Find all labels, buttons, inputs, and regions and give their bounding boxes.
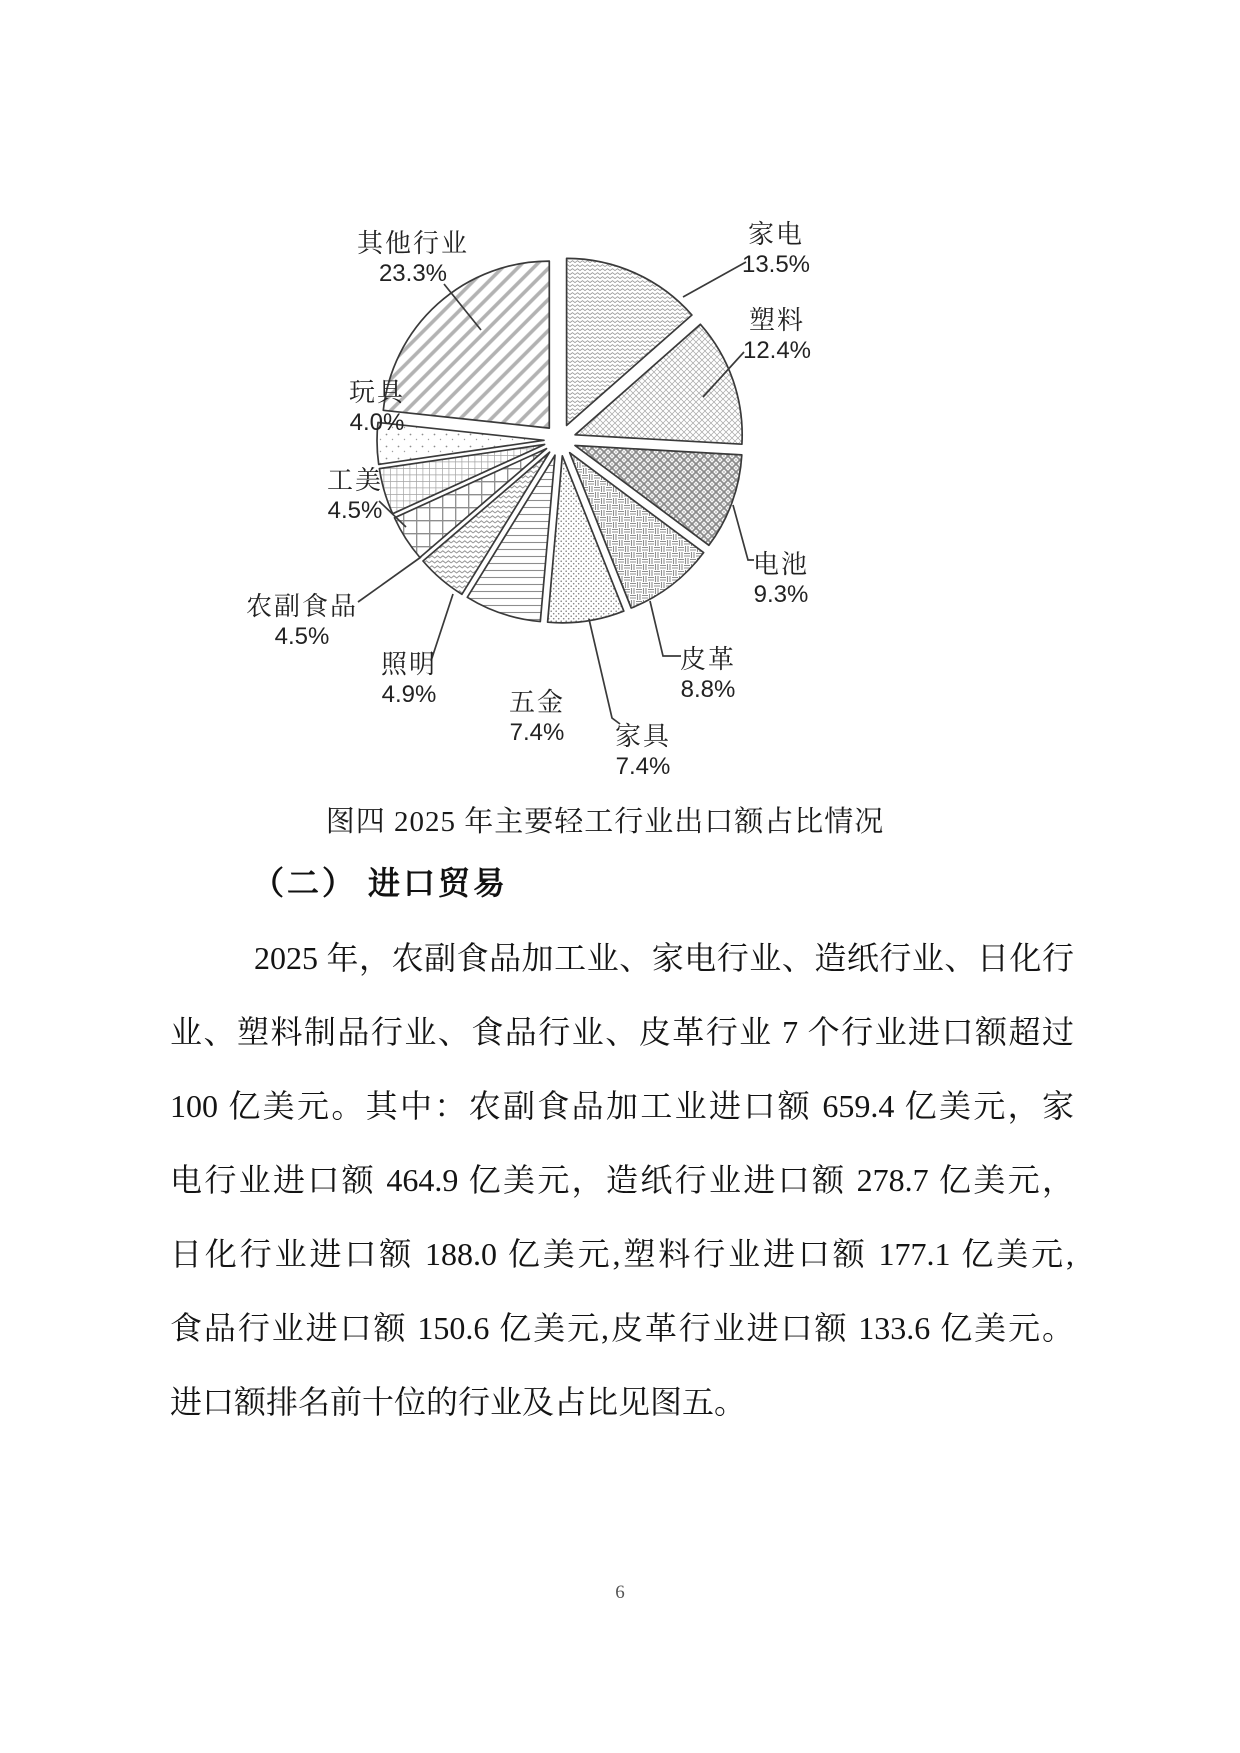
pie-label-name: 家电 <box>747 220 804 249</box>
pie-label-lighting <box>381 650 437 710</box>
pie-label-percent: 4.5% <box>327 497 383 524</box>
pie-label-name: 其他行业 <box>356 229 470 258</box>
pie-label-name: 皮革 <box>679 645 737 674</box>
pie-label-home-appliances <box>742 220 810 280</box>
pie-label-name: 工美 <box>326 466 384 495</box>
pie-label-arts-crafts <box>327 466 383 526</box>
pie-label-percent: 12.4% <box>742 337 812 364</box>
pie-label-name: 电池 <box>752 550 810 579</box>
pie-label-percent: 9.3% <box>753 581 809 608</box>
pie-label-other-industries <box>357 229 469 289</box>
pie-label-percent: 7.4% <box>509 719 565 746</box>
pie-label-name: 农副食品 <box>245 592 359 621</box>
pie-label-name: 玩具 <box>348 378 406 407</box>
pie-label-leather <box>680 645 736 705</box>
leader-line-leather <box>650 601 681 656</box>
pie-slices-group <box>377 258 742 622</box>
pie-label-percent: 4.5% <box>274 623 330 650</box>
leader-line-agri-food <box>358 557 421 602</box>
paragraph-line: 2025 年，农副食品加工业、家电行业、造纸行业、日化行 <box>254 940 1074 976</box>
paragraph-line: 进口额排名前十位的行业及占比见图五。 <box>170 1384 747 1420</box>
leader-line-furniture <box>589 619 620 724</box>
pie-label-plastics <box>743 306 811 366</box>
pie-label-percent: 4.0% <box>349 409 405 436</box>
pie-label-name: 照明 <box>380 650 438 679</box>
pie-label-percent: 4.9% <box>381 681 437 708</box>
leader-line-batteries <box>733 505 754 560</box>
pie-label-hardware <box>509 688 565 748</box>
pie-label-percent: 8.8% <box>680 676 736 703</box>
pie-label-percent: 7.4% <box>615 753 671 780</box>
paragraph-line: 电行业进口额 464.9 亿美元，造纸行业进口额 278.7 亿美元， <box>170 1162 1074 1198</box>
figure-caption: 图四 2025 年主要轻工行业出口额占比情况 <box>325 806 885 838</box>
pie-label-percent: 13.5% <box>741 251 811 278</box>
paragraph-line: 业、塑料制品行业、食品行业、皮革行业 7 个行业进口额超过 <box>170 1014 1074 1050</box>
paragraph-line: 日化行业进口额 188.0 亿美元,塑料行业进口额 177.1 亿美元, <box>170 1236 1074 1272</box>
pie-label-toys <box>349 378 405 438</box>
page-number: 6 <box>615 1582 625 1603</box>
pie-label-furniture <box>615 722 671 782</box>
paragraph-line: 食品行业进口额 150.6 亿美元,皮革行业进口额 133.6 亿美元。 <box>170 1310 1074 1346</box>
pie-label-percent: 23.3% <box>378 260 448 287</box>
pie-label-name: 家具 <box>614 722 672 751</box>
pie-label-agri-food <box>246 592 358 652</box>
leader-line-home-appliances <box>683 262 746 297</box>
pie-label-name: 塑料 <box>748 306 805 335</box>
paragraph-line: 100 亿美元。其中：农副食品加工业进口额 659.4 亿美元，家 <box>170 1088 1074 1124</box>
section-heading: （二） 进口贸易 <box>252 865 509 901</box>
pie-label-batteries <box>753 550 809 610</box>
pie-label-name: 五金 <box>508 688 566 717</box>
